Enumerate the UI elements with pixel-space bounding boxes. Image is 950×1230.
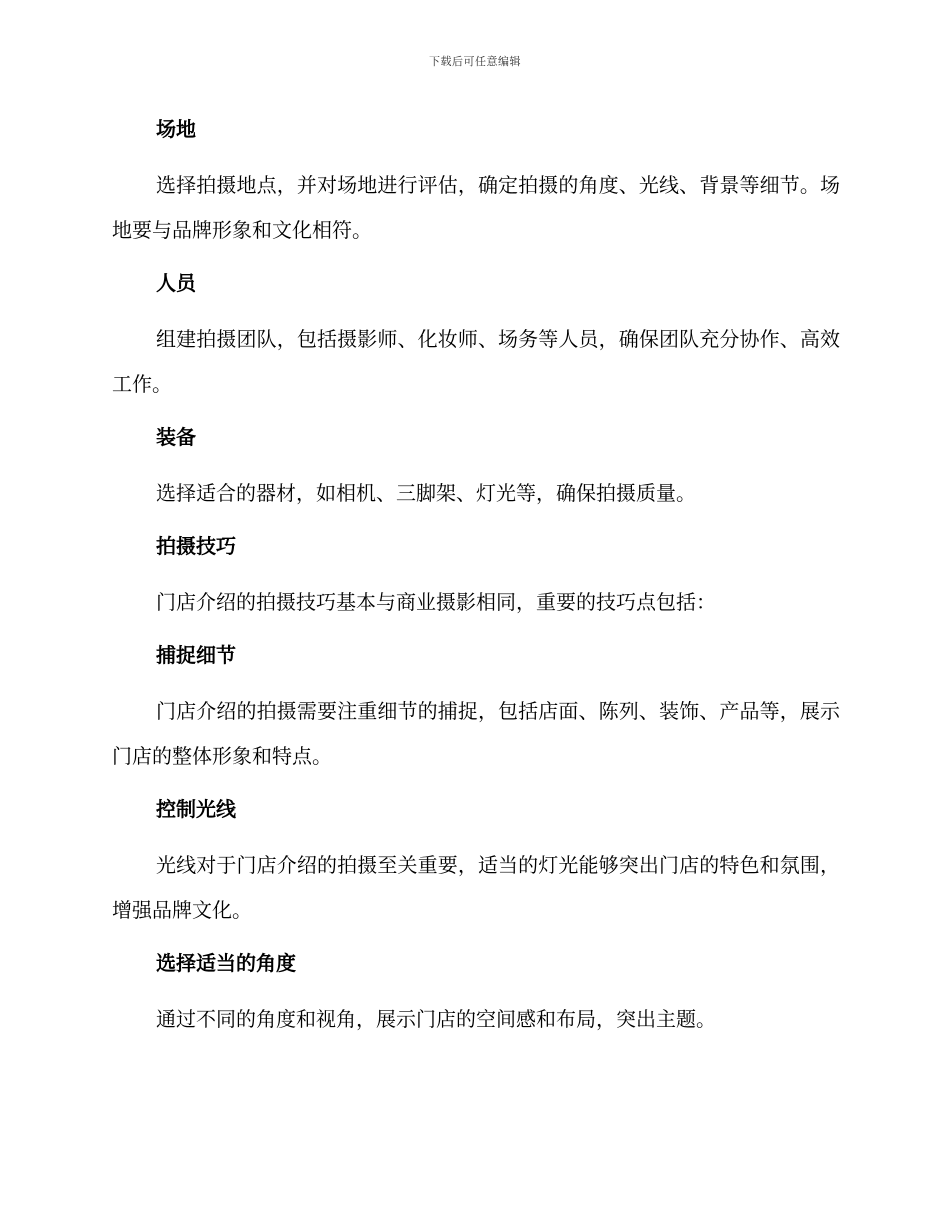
section-paragraph: 光线对于门店介绍的拍摄至关重要，适当的灯光能够突出门店的特色和氛围，增强品牌文化。 [112, 853, 840, 922]
section-techniques [112, 527, 840, 636]
section-lighting [112, 790, 840, 944]
section-heading: 选择适当的角度 [156, 951, 296, 975]
document-content [112, 110, 840, 1042]
section-paragraph: 门店介绍的拍摄需要注重细节的捕捉，包括店面、陈列、装饰、产品等，展示门店的整体形象和特点。 [112, 699, 840, 768]
section-paragraph: 组建拍摄团队，包括摄影师、化妆师、场务等人员，确保团队充分协作、高效工作。 [112, 327, 840, 396]
section-venue [112, 110, 840, 264]
section-heading: 人员 [156, 271, 196, 295]
section-paragraph: 门店介绍的拍摄技巧基本与商业摄影相同，重要的技巧点包括： [156, 590, 716, 614]
section-heading: 捕捉细节 [156, 643, 236, 667]
section-angles [112, 944, 840, 1042]
section-equipment [112, 418, 840, 527]
section-paragraph: 选择拍摄地点，并对场地进行评估，确定拍摄的角度、光线、背景等细节。场地要与品牌形象和文化相符。 [112, 173, 840, 242]
page-header-note: 下载后可任意编辑 [429, 55, 521, 68]
section-staff [112, 264, 840, 418]
section-details [112, 636, 840, 790]
section-heading: 控制光线 [156, 797, 236, 821]
section-heading: 拍摄技巧 [156, 534, 236, 558]
section-paragraph: 通过不同的角度和视角，展示门店的空间感和布局，突出主题。 [156, 1007, 716, 1031]
section-heading: 场地 [156, 117, 196, 141]
section-heading: 装备 [156, 425, 196, 449]
section-paragraph: 选择适合的器材，如相机、三脚架、灯光等，确保拍摄质量。 [156, 481, 696, 505]
